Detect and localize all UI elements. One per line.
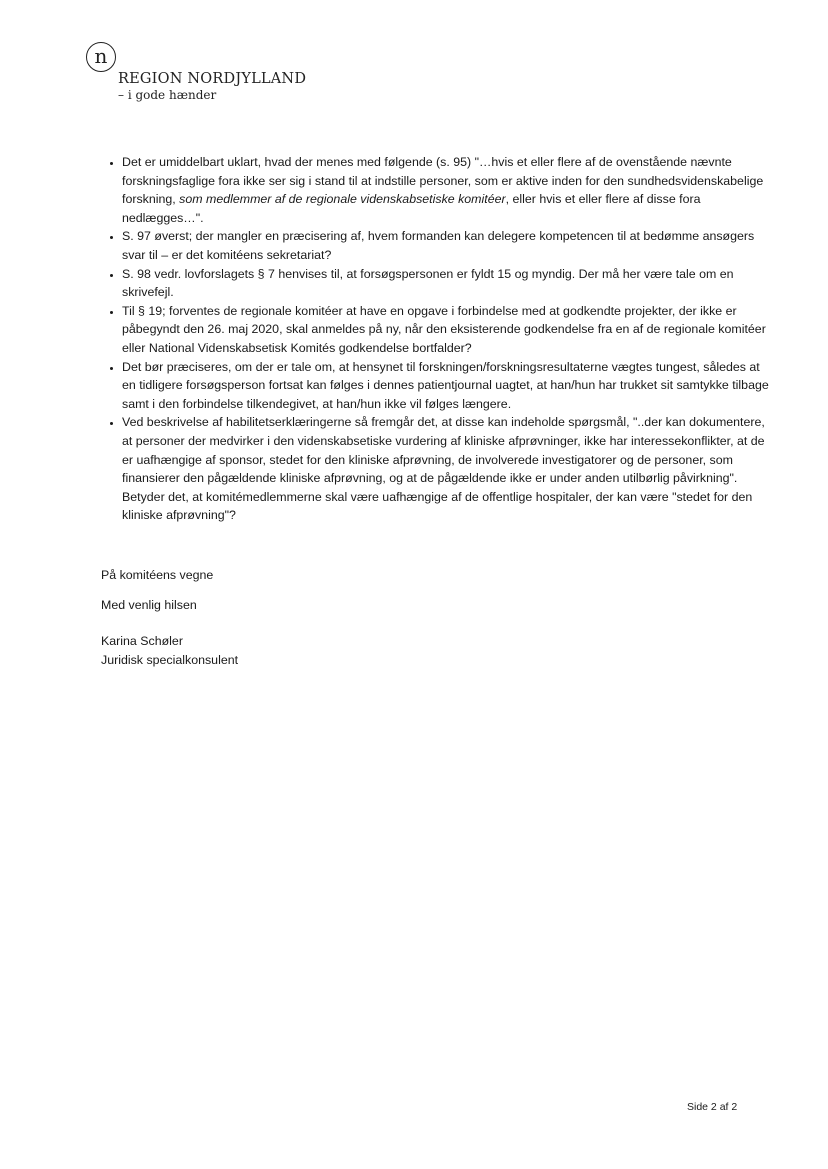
list-item: • S. 98 vedr. lovforslagets § 7 henvises til, at forsøgspersonen er fyldt 15 og myndig. Der må her være tale om en skrivefejl. [122, 265, 774, 302]
organization-tagline: – i gode hænder [118, 88, 217, 102]
on-behalf-line: På komitéens vegne [101, 568, 214, 582]
greeting-line: Med venlig hilsen [101, 597, 197, 612]
list-item: • S. 97 øverst; der mangler en præcisering af, hvem formanden kan delegere kompetencen til at bedømme ansøgers svar til – er det komitéens sekretariat? [122, 227, 774, 264]
region-logo [86, 40, 326, 110]
comment-list [98, 153, 774, 525]
list-item: • Ved beskrivelse af habilitetserklæringerne så fremgår det, at disse kan indeholde spørgsmål, "..der kan dokumentere, at personer der medvirker i den videnskabsetiske vurdering af kliniske afprøvninger, ikke har interessekonflikter, at de er uafhængige af sponsor, stedet for den kliniske afprøvning, de involverede investigatorer og de personer, som finansierer den pågældende kliniske afprøvning, og at de pågældende ikke er under anden utilbørlig påvirkning". Betyder det, at komitémedlemmerne skal være uafhængige af de offentlige hospitaler, der kan være "stedet for den kliniske afprøvning"? [122, 413, 774, 525]
list-item: • Det er umiddelbart uklart, hvad der menes med følgende (s. 95) "…hvis et eller flere af de ovenstående nævnte forskningsfaglige fora ikke ser sig i stand til at indstille personer, som er aktive inden for den sundhedsvidenskabelige forskning, som medlemmer af de regionale videnskabsetiske komitéer, eller hvis et eller flere af disse fora nedlægges…". [122, 153, 774, 227]
page-number: Side 2 af 2 [687, 1101, 738, 1113]
signer-title: Juridisk specialkonsulent [101, 652, 239, 667]
list-item: • Til § 19; forventes de regionale komitéer at have en opgave i forbindelse med at godkendte projekter, der ikke er påbegyndt den 26. maj 2020, skal anmeldes på ny, når den eksisterende godkendelse fra en af de regionale komitéer eller National Videnskabsetisk Komités godkendelse bortfalder? [122, 302, 774, 358]
list-item: • Det bør præciseres, om der er tale om, at hensynet til forskningen/forskningsresultaterne vægtes tungest, således at en tidligere forsøgsperson fortsat kan følges i dennes patientjournal uagtet, at han/hun har trukket sit samtykke tilbage samt i den forbindelse tilkendegivet, at han/hun ikke vil følges længere. [122, 358, 774, 414]
signer-name: Karina Schøler [101, 634, 183, 649]
emphasized-text: som medlemmer af de regionale videnskabsetiske komitéer [179, 192, 506, 207]
logo-mark-icon: n [86, 42, 116, 72]
signature-block [101, 566, 238, 669]
organization-name: REGION NORDJYLLAND [118, 71, 307, 87]
